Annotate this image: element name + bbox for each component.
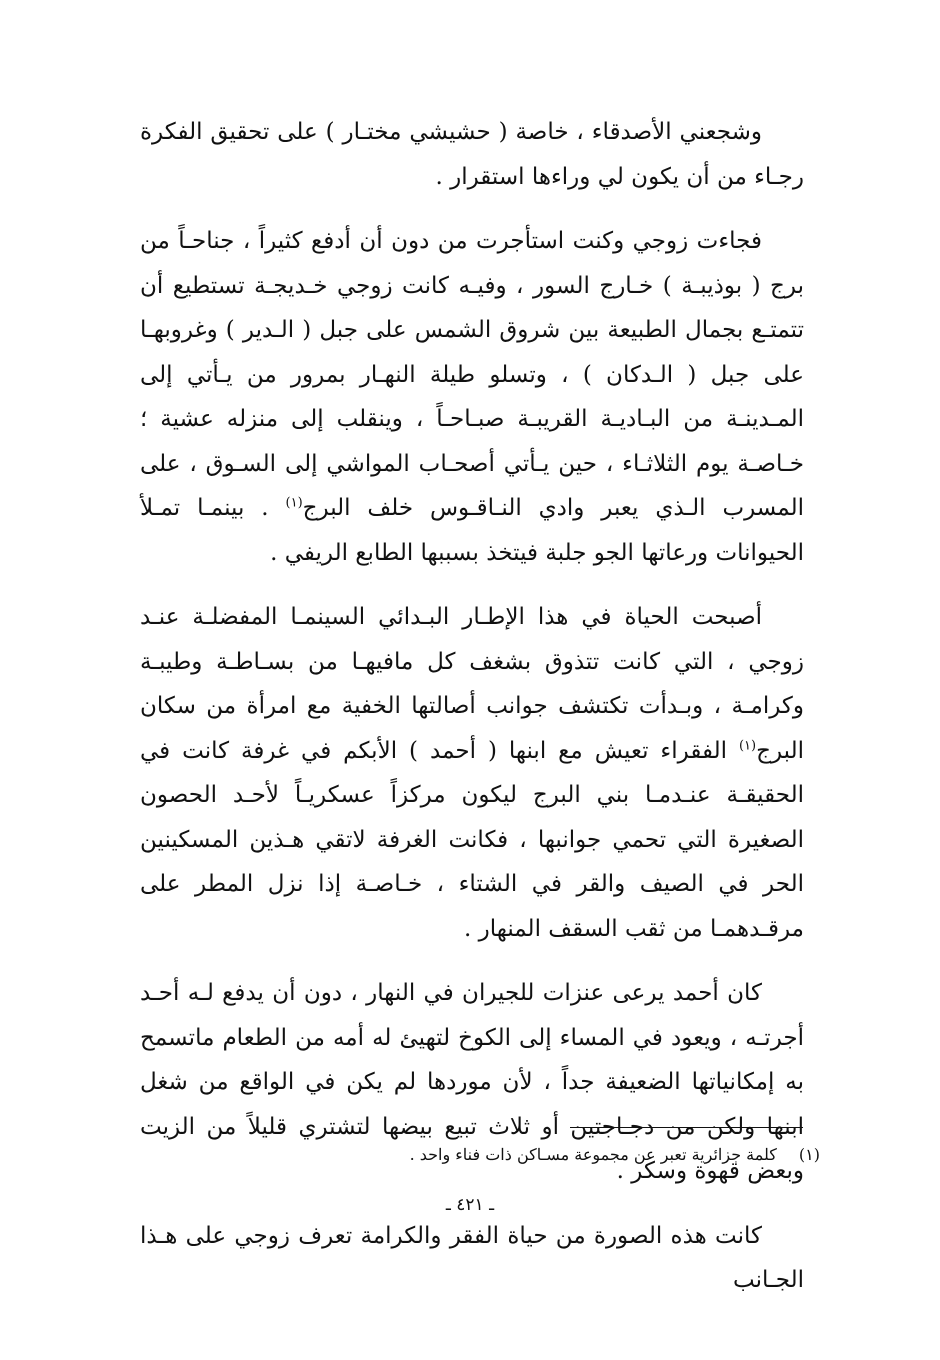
footnote-divider [570,1127,803,1128]
footnote-reference: (١) [285,495,303,511]
footnote [220,1142,820,1168]
paragraph-2 [140,219,804,575]
page-number: ـ ٤٢١ ـ [445,1195,495,1215]
paragraph-2-text-start: فجاءت زوجي وكنت استأجرت من دون أن أدفع كثيراً ، جناحـاً من برج ( بوذيبـة ) خـارج السور ، وفيـه كانت زوجي خـديجـة تستطيع أن تتمتـع بجمال الطبيعة بين شروق الشمس على جبل ( الـدير ) وغروبهـا على جبل ( الـدكان ) ، وتسلو طيلة النهـار بمرور من يـأتي إلى المـدينـة من البـاديـة القريبـة صبـاحـاً ، وينقلب إلى منزله عشية ؛ خـاصـة يوم الثلاثـاء ، حين يـأتي أصحـاب المواشي إلى السـوق ، على المسرب الـذي يعبر وادي النـاقـوس خلف البرج [140,228,805,521]
paragraph-3 [140,595,804,951]
paragraph-3-text-start: أصبحت الحياة في هذا الإطـار البـدائي السينمـا المفضلـة عنـد زوجي ، التي كانت تتذوق بشغف كل مافيهـا من بسـاطـة وطيبـة وكرامـة ، وبـدأت تكتشف جوانب أصالتها الخفية مع امرأة من سكان البرج [140,604,804,764]
paragraph-1-text: وشجعني الأصدقاء ، خاصة ( حشيشي مختـار ) على تحقيق الفكرة رجـاء من أن يكون لي وراءها استقرار . [140,119,804,190]
footnote-number: (١) [798,1145,820,1164]
paragraph-2-text-end: . بينمـا تمـلأ الحيوانات ورعاتها الجو جلبة فيتخذ بسببها الطابع الريفي . [140,495,804,566]
paragraph-3-text-end: الفقراء تعيش مع ابنها ( أحمد ) الأبكم في غرفة كانت في الحقيقـة عنـدمـا بني البرج ليكون مركزاً عسكريـاً لأحـد الحصون الصغيرة التي تحمي جوانبها ، فكانت الغرفة لاتقي هـذين المسكينين الحر في الصيف والقر في الشتاء ، خـاصـة إذا نزل المطر على مرقـدهمـا من ثقب السقف المنهار . [140,737,805,942]
paragraph-5-text: كانت هذه الصورة من حياة الفقر والكرامة تعرف زوجي على هـذا الجـانب [140,1222,804,1293]
footnote-reference: (١) [738,737,757,753]
paragraph-4-text: كان أحمد يرعى عنزات للجيران في النهار ، دون أن يدفع لـه أحـد أجرتـه ، ويعود في المساء إلى الكوخ لتهيئ له أمه من الطعام ماتسمح به إمكانياتها الضعيفة جداً ، لأن موردها لم يكن في الواقع من شغل ابنها ولكن من دجـاجتين أو ثلاث تبيع بيضها لتشتري قليلاً من الزيت وبعض قهوة وسكر . [140,980,804,1184]
paragraph-5 [140,1214,804,1303]
paragraph-1 [140,110,804,199]
footnote-text: كلمة جزائرية تعبر عن مجموعة مسـاكن ذات فناء واحد . [409,1145,777,1164]
page-body [140,110,804,1323]
